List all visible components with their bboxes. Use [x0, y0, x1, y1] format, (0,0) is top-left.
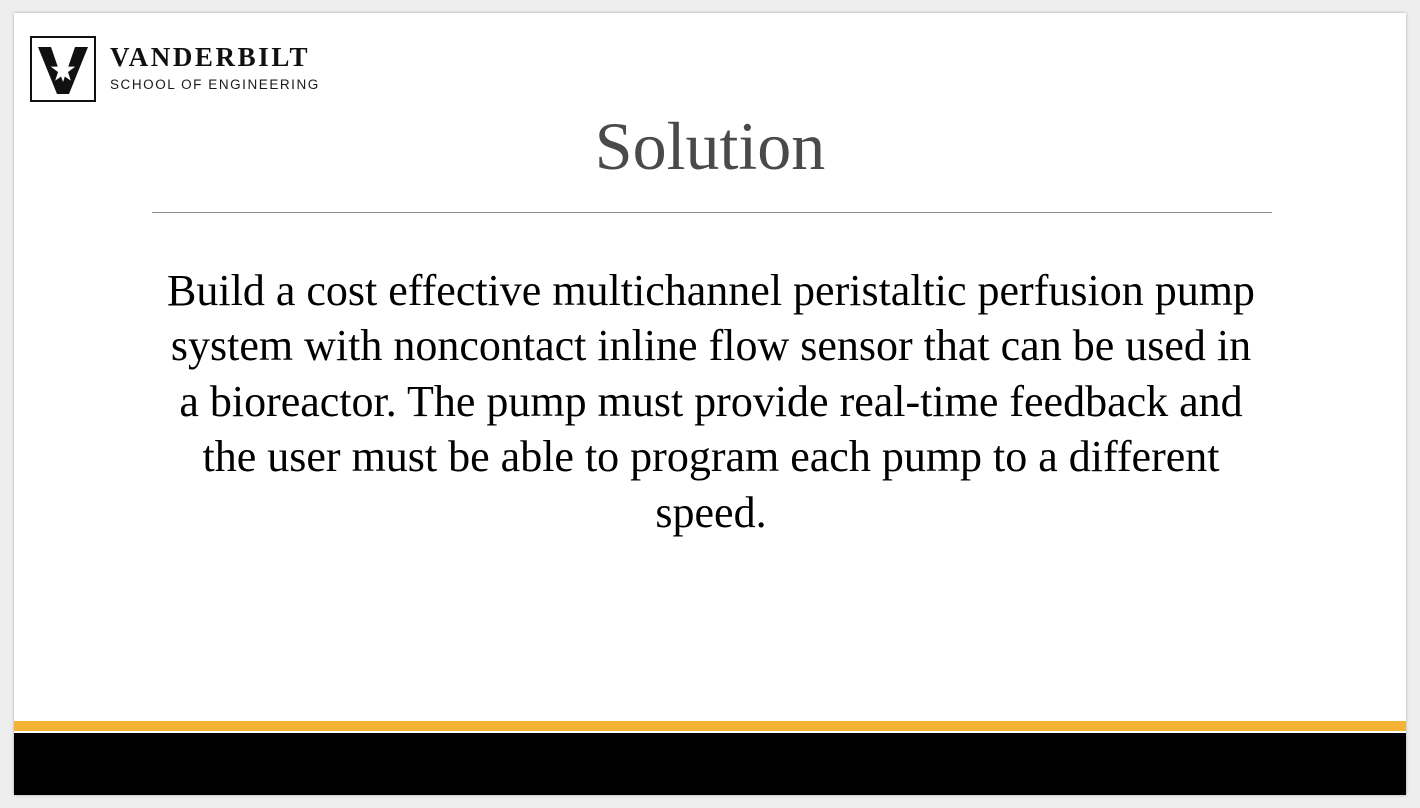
logo-subtitle: SCHOOL OF ENGINEERING	[110, 77, 320, 92]
slide-canvas	[14, 13, 1406, 795]
logo-wordmark	[110, 36, 320, 92]
footer-accent-bar	[14, 721, 1406, 731]
footer-bar	[14, 733, 1406, 795]
vanderbilt-v-star-logo-icon	[30, 36, 96, 102]
logo-title: VANDERBILT	[110, 42, 311, 72]
title-divider	[152, 212, 1272, 213]
vanderbilt-logo	[30, 36, 320, 102]
slide-body-text: Build a cost effective multichannel peristaltic perfusion pump system with noncontact inline flow sensor that can be used in a bioreactor. The pump must provide real-time feedback and the user must be able to program each pump to a different speed.	[167, 266, 1255, 537]
page-title: Solution	[594, 108, 826, 184]
